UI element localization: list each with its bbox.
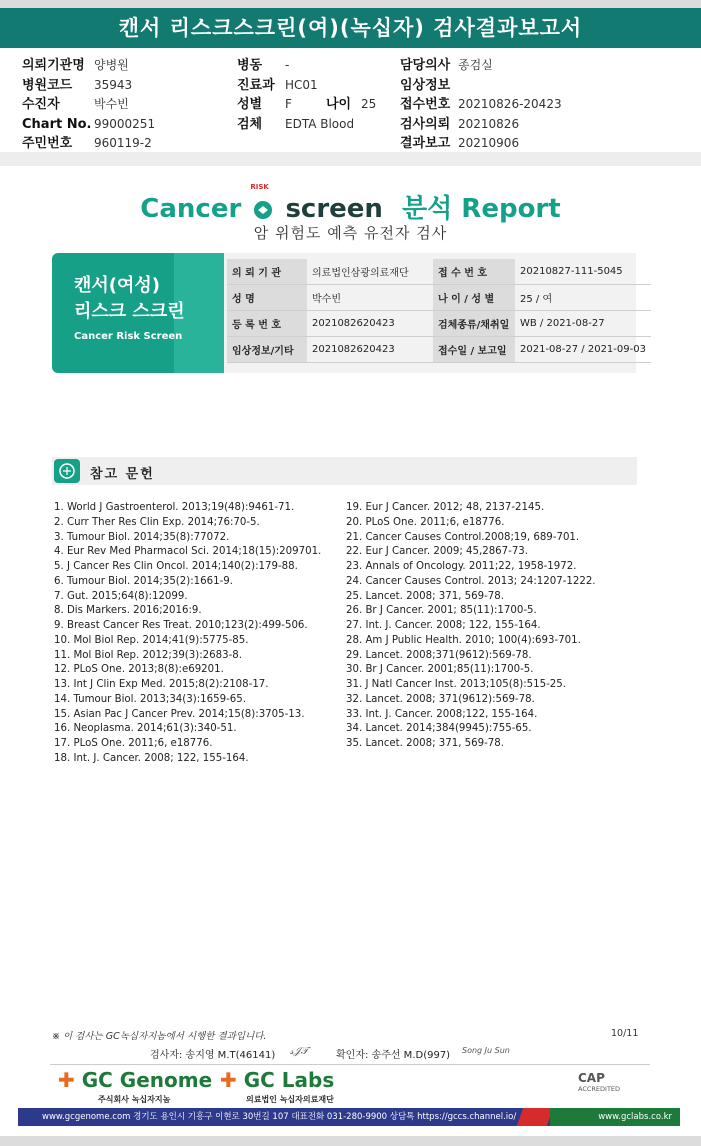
reference-item: 22. Eur J Cancer. 2009; 45,2867-73. bbox=[346, 546, 529, 558]
meta-value: 박수빈 bbox=[307, 285, 433, 311]
meta-label: 접 수 번 호 bbox=[433, 259, 515, 285]
info-row bbox=[22, 134, 155, 154]
patient-info-col1 bbox=[22, 56, 155, 154]
meta-value: 25 / 여 bbox=[515, 285, 651, 311]
page-number: 10/11 bbox=[611, 1028, 639, 1039]
meta-row bbox=[227, 337, 651, 363]
reference-item: 13. Int J Clin Exp Med. 2015;8(2):2108-17. bbox=[54, 679, 269, 690]
info-row bbox=[237, 115, 354, 135]
brand-report-en: Report bbox=[461, 194, 561, 224]
meta-row bbox=[227, 311, 651, 337]
reference-item: 23. Annals of Oncology. 2011;22, 1958-1972. bbox=[346, 561, 577, 572]
gc-genome-sub: 주식회사 녹십자지놈 bbox=[98, 1095, 171, 1104]
info-row bbox=[237, 56, 354, 76]
reference-item: 6. Tumour Biol. 2014;35(2):1661-9. bbox=[54, 575, 233, 587]
info-row bbox=[400, 134, 562, 154]
info-value: 박수빈 bbox=[94, 97, 129, 111]
reference-item: 30. Br J Cancer. 2001;85(11):1700-5. bbox=[346, 664, 534, 676]
footnote: ※ 이 검사는 GC녹십자지놈에서 시행한 결과입니다. bbox=[52, 1031, 267, 1042]
reference-item: 31. J Natl Cancer Inst. 2013;105(8):515-25. bbox=[346, 679, 566, 690]
reference-item: 16. Neoplasma. 2014;61(3):340-51. bbox=[54, 723, 237, 735]
examiner: 검사자: 송지영 M.T(46141) bbox=[150, 1050, 276, 1061]
gc-genome-logo: ✚ GC Genome bbox=[58, 1068, 213, 1092]
footer-divider bbox=[50, 1064, 650, 1065]
gc-labs-sub: 의료법인 녹십자의료재단 bbox=[246, 1095, 334, 1104]
meta-label: 성 명 bbox=[227, 285, 307, 311]
labs-url: www.gclabs.co.kr bbox=[550, 1108, 680, 1126]
info-label: 임상정보 bbox=[400, 77, 451, 93]
reference-item: 29. Lancet. 2008;371(9612):569-78. bbox=[346, 649, 532, 661]
reference-item: 3. Tumour Biol. 2014;35(8):77072. bbox=[54, 531, 230, 543]
contact-bar bbox=[18, 1108, 680, 1126]
info-value: 99000251 bbox=[94, 116, 156, 131]
meta-value: WB / 2021-08-27 bbox=[515, 311, 651, 337]
age-value: 25 bbox=[360, 97, 377, 111]
reference-item: 11. Mol Biol Rep. 2012;39(3):2683-8. bbox=[54, 649, 242, 661]
reference-item: 20. PLoS One. 2011;6, e18776. bbox=[346, 516, 505, 528]
info-label: 담당의사 bbox=[400, 58, 451, 73]
risk-label: RISK bbox=[250, 183, 269, 191]
info-value: 20210826 bbox=[458, 116, 520, 131]
info-value: 20210826-20423 bbox=[458, 97, 562, 111]
meta-value: 2021-08-27 / 2021-09-03 bbox=[515, 337, 651, 363]
reference-item: 8. Dis Markers. 2016;2016:9. bbox=[54, 605, 202, 617]
info-row bbox=[22, 76, 155, 96]
contact-text: www.gcgenome.com 경기도 용인시 기흥구 이현로 30번길 107 대표전화 031-280-9900 상담톡 https://gccs.channel.io/ bbox=[42, 1112, 517, 1122]
info-value: - bbox=[285, 58, 290, 72]
info-label: 병동 bbox=[237, 58, 263, 73]
info-value: 35943 bbox=[94, 77, 133, 92]
card-title-2: 리스크 스크린 bbox=[74, 301, 185, 322]
info-row bbox=[400, 115, 562, 135]
meta-label: 검체종류/채취일 bbox=[433, 311, 515, 337]
brand-screen: screen bbox=[285, 194, 383, 224]
meta-row bbox=[227, 259, 651, 285]
info-label: 주민번호 bbox=[22, 136, 73, 151]
report-title: 캔서 리스크스크린(여)(녹십자) 검사결과보고서 bbox=[0, 8, 701, 48]
cap-accredited: ACCREDITED bbox=[578, 1085, 621, 1093]
info-value: 960119-2 bbox=[94, 136, 152, 150]
info-row bbox=[22, 56, 155, 76]
meta-label: 나 이 / 성 별 bbox=[433, 285, 515, 311]
reference-item: 35. Lancet. 2008; 371, 569-78. bbox=[346, 738, 504, 749]
brand-report-kr: 분석 bbox=[402, 194, 453, 224]
info-label: 수진자 bbox=[22, 97, 60, 112]
info-value: 양병원 bbox=[94, 58, 129, 72]
reference-item: 9. Breast Cancer Res Treat. 2010;123(2):499-506. bbox=[54, 620, 308, 631]
info-label: 검체 bbox=[237, 116, 263, 132]
info-value: EDTA Blood bbox=[285, 116, 355, 131]
reference-item: 28. Am J Public Health. 2010; 100(4):693-701. bbox=[346, 634, 581, 646]
card-title-en: Cancer Risk Screen bbox=[74, 331, 183, 342]
reference-item: 32. Lancet. 2008; 371(9612):569-78. bbox=[346, 693, 535, 705]
confirmer: 확인자: 송주선 M.D(997) bbox=[336, 1050, 451, 1061]
reference-item: 15. Asian Pac J Cancer Prev. 2014;15(8):3705-13. bbox=[54, 708, 305, 720]
confirmer-signature: Song Ju Sun bbox=[462, 1046, 510, 1055]
brand-cancer: Cancer bbox=[140, 194, 242, 224]
brand-logo bbox=[0, 183, 701, 225]
reference-item: 25. Lancet. 2008; 371, 569-78. bbox=[346, 590, 504, 602]
reference-item: 34. Lancet. 2014;384(9945):755-65. bbox=[346, 723, 532, 735]
book-icon bbox=[54, 459, 80, 483]
references-left bbox=[54, 501, 321, 767]
info-row bbox=[22, 115, 155, 135]
info-label: 검사의뢰 bbox=[400, 116, 451, 132]
reference-item: 2. Curr Ther Res Clin Exp. 2014;76:70-5. bbox=[54, 516, 260, 528]
reference-item: 12. PLoS One. 2013;8(8):e69201. bbox=[54, 664, 224, 676]
info-label: 의뢰기관명 bbox=[22, 58, 85, 73]
reference-item: 4. Eur Rev Med Pharmacol Sci. 2014;18(15):209701. bbox=[54, 546, 322, 558]
cap-logo: CAP bbox=[578, 1071, 605, 1085]
reference-item: 24. Cancer Causes Control. 2013; 24:1207-1222. bbox=[346, 575, 596, 587]
top-margin bbox=[0, 0, 701, 8]
reference-item: 26. Br J Cancer. 2001; 85(11):1700-5. bbox=[346, 605, 537, 617]
meta-value: 의료법인삼광의료재단 bbox=[307, 259, 433, 285]
reference-item: 19. Eur J Cancer. 2012; 48, 2137-2145. bbox=[346, 502, 545, 513]
info-row bbox=[22, 95, 155, 115]
info-label: 접수번호 bbox=[400, 97, 451, 112]
meta-table bbox=[227, 259, 651, 363]
info-row bbox=[400, 95, 562, 115]
info-row bbox=[237, 76, 354, 96]
reference-item: 33. Int. J. Cancer. 2008;122, 155-164. bbox=[346, 708, 538, 720]
product-card bbox=[52, 253, 224, 373]
examiner-signature: 𝓈𝒥𝒯 bbox=[290, 1046, 309, 1057]
risk-icon bbox=[250, 183, 276, 221]
bottom-margin bbox=[0, 1136, 701, 1146]
info-label: 진료과 bbox=[237, 77, 275, 93]
info-row bbox=[400, 76, 562, 96]
reference-item: 21. Cancer Causes Control.2008;19, 689-701. bbox=[346, 531, 580, 543]
info-value: F bbox=[285, 97, 292, 111]
reference-item: 7. Gut. 2015;64(8):12099. bbox=[54, 590, 188, 602]
meta-value: 20210827-111-5045 bbox=[515, 259, 651, 285]
info-value: 20210906 bbox=[458, 136, 520, 150]
reference-item: 1. World J Gastroenterol. 2013;19(48):9461-71. bbox=[54, 502, 295, 513]
meta-value: 2021082620423 bbox=[307, 337, 433, 363]
report-subtitle: 암 위험도 예측 유전자 검사 bbox=[253, 224, 448, 242]
info-value: HC01 bbox=[285, 77, 318, 92]
reference-item: 18. Int. J. Cancer. 2008; 122, 155-164. bbox=[54, 752, 249, 764]
reference-item: 10. Mol Biol Rep. 2014;41(9):5775-85. bbox=[54, 634, 249, 646]
section-separator bbox=[0, 152, 701, 166]
info-row bbox=[400, 56, 562, 76]
reference-item: 17. PLoS One. 2011;6, e18776. bbox=[54, 738, 213, 749]
meta-row bbox=[227, 285, 651, 311]
gc-cross-icon: ✚ bbox=[58, 1068, 75, 1092]
patient-info-col3 bbox=[400, 56, 562, 154]
meta-label: 의 뢰 기 관 bbox=[227, 259, 307, 285]
info-label: 병원코드 bbox=[22, 77, 73, 93]
meta-label: 접수일 / 보고일 bbox=[433, 337, 515, 363]
references-title: 참고 문헌 bbox=[90, 467, 155, 482]
info-label: Chart No. bbox=[22, 116, 92, 132]
info-label: 결과보고 bbox=[400, 136, 451, 151]
age-label: 나이 bbox=[326, 97, 352, 112]
reference-item: 5. J Cancer Res Clin Oncol. 2014;140(2):179-88. bbox=[54, 561, 298, 572]
meta-value: 2021082620423 bbox=[307, 311, 433, 337]
reference-item: 14. Tumour Biol. 2013;34(3):1659-65. bbox=[54, 693, 246, 705]
meta-label: 등 록 번 호 bbox=[227, 311, 307, 337]
references-right bbox=[346, 501, 596, 752]
card-title-1: 캔서(여성) bbox=[74, 275, 161, 296]
age-field bbox=[326, 95, 376, 115]
gc-cross-icon: ✚ bbox=[220, 1068, 237, 1092]
reference-item: 27. Int. J. Cancer. 2008; 122, 155-164. bbox=[346, 620, 541, 631]
meta-label: 임상정보/기타 bbox=[227, 337, 307, 363]
info-label: 성별 bbox=[237, 97, 263, 112]
references-header bbox=[52, 457, 637, 485]
info-value: 종검실 bbox=[458, 58, 493, 72]
accent-stripe bbox=[517, 1108, 554, 1126]
gc-labs-logo: ✚ GC Labs bbox=[220, 1068, 335, 1092]
